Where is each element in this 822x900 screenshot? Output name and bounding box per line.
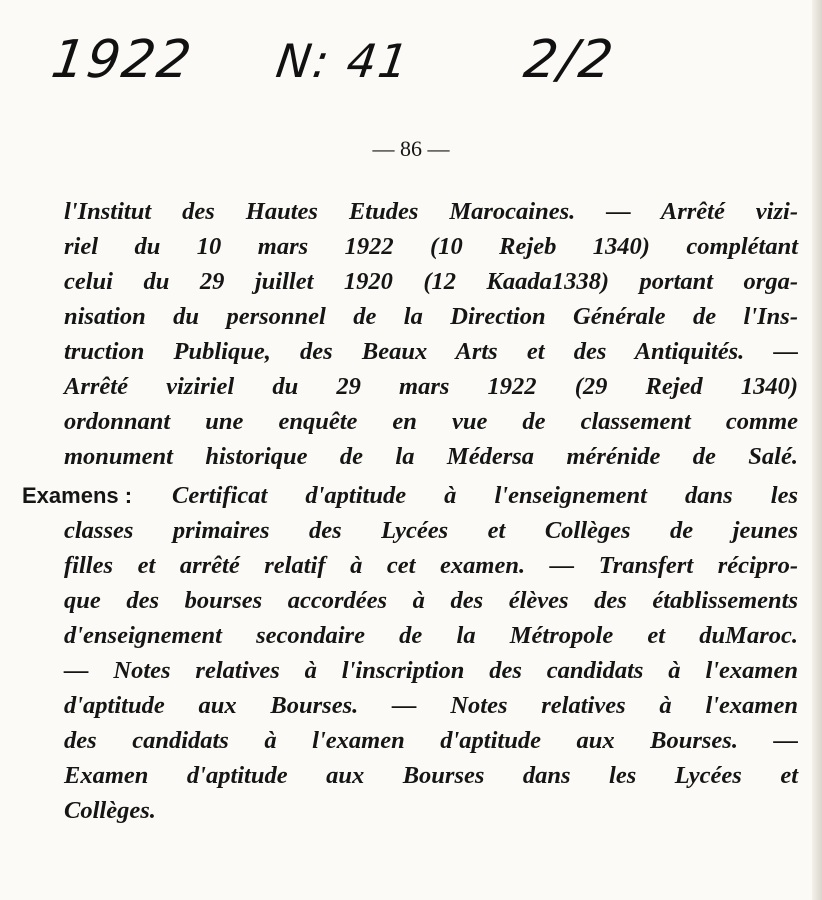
handwritten-year: 1922 (47, 30, 197, 90)
handwritten-annotation (48, 30, 619, 90)
text-line: d'enseignement secondaire de la Métropole et duMaroc. (64, 622, 798, 649)
text-line: Certificat d'aptitude à l'enseignement dans les (172, 482, 798, 509)
text-line: Collèges. (64, 797, 156, 824)
paragraph-institut (64, 194, 798, 474)
text-line: riel du 10 mars 1922 (10 Rejeb 1340) complétant (64, 233, 798, 260)
text-line: d'aptitude aux Bourses. — Notes relatives à l'examen (64, 692, 798, 719)
text-line: Examen d'aptitude aux Bourses dans les Lycées et (64, 762, 798, 789)
text-line: Arrêté viziriel du 29 mars 1922 (29 Rejed 1340) (64, 373, 798, 400)
text-line: classes primaires des Lycées et Collèges de jeunes (64, 517, 798, 544)
text-line: — Notes relatives à l'inscription des candidats à l'examen (64, 657, 798, 684)
text-line: filles et arrêté relatif à cet examen. — Transfert récipro- (64, 552, 798, 579)
page-edge (812, 0, 822, 900)
text-line: nisation du personnel de la Direction Générale de l'Ins- (64, 303, 798, 330)
text-line: truction Publique, des Beaux Arts et des Antiquités. — (64, 338, 798, 365)
handwritten-number: N: 41 (272, 34, 414, 88)
handwritten-fraction: 2/2 (520, 30, 619, 90)
text-line: monument historique de la Médersa mérénide de Salé. (64, 443, 798, 470)
text-line: l'Institut des Hautes Etudes Marocaines. — Arrêté vizi- (64, 198, 798, 225)
page-number: — 86 — (372, 136, 450, 161)
text-line: celui du 29 juillet 1920 (12 Kaada1338) portant orga- (64, 268, 798, 295)
paragraph-examens (64, 478, 798, 828)
text-line: que des bourses accordées à des élèves des établissements (64, 587, 798, 614)
text-line: des candidats à l'examen d'aptitude aux Bourses. — (64, 727, 798, 754)
text-line: ordonnant une enquête en vue de classement comme (64, 408, 798, 435)
section-label-examens: Examens : (22, 483, 133, 508)
